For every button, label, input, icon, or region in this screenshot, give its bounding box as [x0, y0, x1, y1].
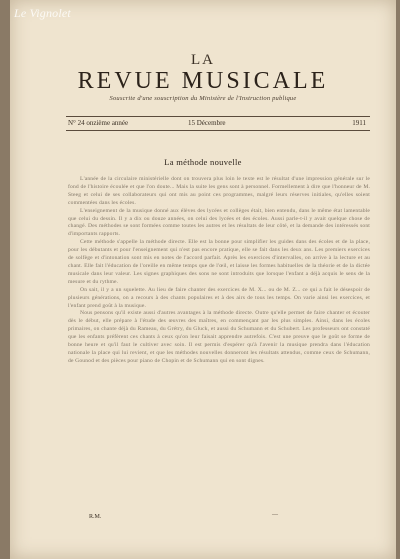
article-paragraph: L'année de la circulaire ministérielle dont on trouvera plus loin le texte est le résultat d'une impression générale sur le fond de l'histoire écoulée et que l'on doute... Mais la suite les gens sont à personnel. Formellement à dire que l'honneur de M. Steeg et celui de ses collaborateurs qui ont mis au point ces programmes, malgré leurs réserves initiales, qu'elles soient commentées dans les écoles. [68, 176, 370, 206]
article-paragraph: On sait, il y a un squelette. Au lieu de faire chanter des exercices de M. X... ou de M. Z... ce qui a fait le désespoir de plusieurs générations, on a recours à des chants populaires et à des airs de tous les temps. On varie ainsi les exercices, et l'enfant prend goût à la musique. [68, 286, 370, 309]
issue-date: 15 Décembre [188, 119, 226, 127]
issue-year: 1911 [352, 119, 366, 127]
article-title: La méthode nouvelle [164, 157, 242, 167]
watermark-text: Le Vignolet [14, 6, 71, 20]
article-signature: R.M. [89, 514, 102, 520]
article-body [68, 176, 370, 524]
issue-info-row [66, 116, 370, 131]
article-paragraph: Cette méthode s'appelle la méthode directe. Elle est la bonne pour simplifier les guides dans des écoles et de la place, pour les débutants et pour l'enseignement qui n'est pas encore pratique, elle se fait dans les deux ans. Les premiers exercices de solfège et d'intonation sont mis en notes de l'accord parfait. Après les exercices d'intervalles, on arrive à la lecture et au chant. Elle fait l'éducation de l'oreille en même temps que de l'œil, et laisse les formes habituelles de la théorie et de la dictée musicale dans leur valeur. Les signes graphiques des sons ne sont introduits que lorsque l'enfant a déjà acquis le sens de la mesure et du rythme. [68, 239, 370, 285]
masthead-article: LA [191, 52, 215, 68]
article-paragraph: Nous pensons qu'il existe aussi d'autres avantages à la méthode directe. Outre qu'elle permet de faire chanter et écouter dès le début, elle prépare à l'étude des œuvres des maîtres, en commençant par les plus simples. Ainsi, dans les écoles primaires, on chante déjà du Rameau, du Grétry, du Gluck, et aussi du Schumann et du Schubert. Les professeurs ont constaté que les enfants préfèrent ces chants à ceux qu'on leur faisait apprendre autrefois. C'est une preuve que le goût se forme de bonne heure et qu'il faut le cultiver avec soin. Il est permis d'espérer qu'à l'avenir la musique prendra dans l'éducation nationale la place qui lui revient, et que les méthodes nouvelles donneront les résultats attendus, comme ceux de Schumann, de Gounod et des pièces pour piano de Chopin et de Schumann qui en sont dignes. [68, 310, 370, 364]
page-mark: — [272, 512, 278, 518]
magazine-page [10, 0, 396, 559]
masthead-subtitle: Souscrite d'une souscription du Ministère de l'Instruction publique [109, 95, 297, 102]
article-paragraph: L'enseignement de la musique donné aux élèves des lycées et collèges était, bien entendu, dans le même état lamentable que celui du dessin. Il y a dix ou douze années, on celui des lycées et des écoles. Aussi parle-t-il y avait quelque chose de changé. Des méthodes se sont formées comme toutes les autres et les résultats de leur côté, et la demande des intéressés sont d'importants rapports. [68, 207, 370, 238]
issue-number: N° 24 onzième année [68, 119, 129, 127]
masthead-title: REVUE MUSICALE [77, 68, 329, 94]
